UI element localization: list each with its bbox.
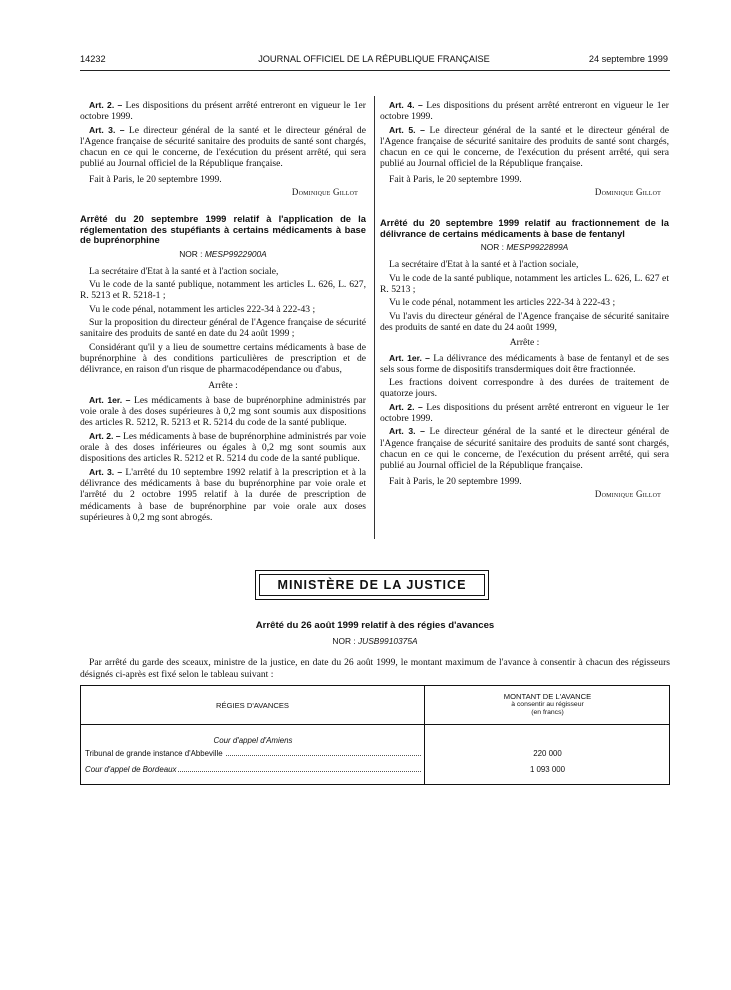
advance-table — [80, 685, 670, 785]
article-paragraph: Art. 2. – Les dispositions du présent arrêté entreront en vigueur le 1er octobre 1999. — [80, 100, 366, 123]
article-paragraph: Art. 1er. – La délivrance des médicaments à base de fentanyl et de ses sels sous forme de dispositifs transdermiques doit être fractionnée. — [380, 352, 669, 375]
decree-title: Arrêté du 20 septembre 1999 relatif au fractionnement de la délivrance de certains médicaments à base de fentanyl — [380, 217, 669, 239]
visa-paragraph: Considérant qu'il y a lieu de soumettre certains médicaments à base de buprénorphine à des conditions particulières de prescription et de délivrance, en raison d'un risque de pharmacodépendance ou d'abus, — [80, 341, 366, 376]
table-row — [85, 749, 421, 758]
page-number: 14232 — [80, 54, 106, 64]
ministry-heading-box — [255, 570, 489, 600]
article-paragraph: Art. 2. – Les dispositions du présent arrêté entreront en vigueur le 1er octobre 1999. — [380, 401, 669, 425]
signature: Dominique Gillot — [594, 187, 661, 198]
decree-title: Arrêté du 20 septembre 1999 relatif à l'application de la réglementation des stupéfiants à certains médicaments à base de buprénorphine — [80, 213, 366, 246]
right-column — [380, 100, 669, 500]
journal-title: JOURNAL OFFICIEL DE LA RÉPUBLIQUE FRANÇAISE — [258, 54, 490, 64]
arrete-heading: Arrête : — [208, 379, 238, 391]
nor-reference: NOR : MESP9922899A — [480, 242, 569, 253]
visa-paragraph: Vu l'avis du directeur général de l'Agence française de sécurité sanitaire des produits de santé en date du 24 août 1999, — [380, 310, 669, 333]
made-at: Fait à Paris, le 20 septembre 1999. — [389, 173, 522, 185]
visa-paragraph: La secrétaire d'Etat à la santé et à l'action sociale, — [89, 265, 279, 277]
article-paragraph: Art. 3. – Le directeur général de la santé et le directeur général de l'Agence française de sécurité sanitaire des produits de santé sont chargés, chacun en ce qui le concerne, de l'exécution du présent arrêté, qui sera publié au Journal officiel de la République française. — [380, 426, 669, 472]
made-at: Fait à Paris, le 20 septembre 1999. — [389, 475, 522, 487]
article-paragraph: Art. 3. – L'arrêté du 10 septembre 1992 relatif à la prescription et à la délivrance des médicaments à base du buprénorphine par voie orale et l'arrêté du 2 octobre 1995 relatif à la durée de prescription de médicaments à base de buprénorphine par voie orale aux doses supérieures à 0,2 mg sont abrogés. — [80, 466, 367, 523]
table-row-label: Cour d'appel de Bordeaux — [85, 765, 177, 774]
visa-paragraph: Vu le code de la santé publique, notamment les articles L. 626, L. 627 et R. 5213 ; — [380, 272, 669, 296]
article-paragraph: Les fractions doivent correspondre à des durées de traitement de quatorze jours. — [380, 377, 669, 400]
article-paragraph: Art. 3. – Le directeur général de la santé et le directeur général de l'Agence française de sécurité sanitaire des produits de santé sont chargés, chacun en ce qui le concerne, de l'exécution du présent arrêté, qui sera publié au Journal officiel de la République française. — [80, 124, 366, 170]
article-paragraph: Art. 5. – Le directeur général de la santé et le directeur général de l'Agence française de sécurité sanitaire des produits de santé sont chargés, chacun en ce qui le concerne, de l'exécution du présent arrêté, qui sera publié au Journal officiel de la République française. — [380, 124, 669, 170]
article-paragraph: Art. 4. – Les dispositions du présent arrêté entreront en vigueur le 1er octobre 1999. — [380, 100, 669, 123]
visa-paragraph: Sur la proposition du directeur général de l'Agence française de sécurité sanitaire des produits de santé en date du 24 août 1999 ; — [80, 317, 366, 340]
made-at: Fait à Paris, le 20 septembre 1999. — [89, 173, 222, 185]
arrete-heading: Arrête : — [509, 337, 540, 349]
ministry-heading: MINISTÈRE DE LA JUSTICE — [259, 574, 485, 596]
table-row-value: 1 093 000 — [529, 765, 566, 774]
signature: Dominique Gillot — [594, 488, 661, 499]
visa-paragraph: Vu le code pénal, notamment les articles 222-34 à 222-43 ; — [89, 303, 316, 315]
intro-paragraph: Par arrêté du garde des sceaux, ministre de la justice, en date du 26 août 1999, le montant maximum de l'avance à consentir à chacun des régisseurs désignés ci-après est fixé selon le tableau suivant : — [80, 657, 670, 680]
signature: Dominique Gillot — [291, 187, 358, 198]
table-header-rule — [81, 724, 669, 725]
decree-title: Arrêté du 26 août 1999 relatif à des régies d'avances — [255, 620, 495, 631]
table-row — [85, 765, 421, 774]
page-header — [80, 54, 668, 68]
visa-paragraph: Vu le code pénal, notamment les articles 222-34 à 222-43 ; — [389, 297, 616, 309]
table-header-regies: RÉGIES D'AVANCES — [216, 701, 289, 710]
table-row-value: 220 000 — [533, 749, 562, 758]
nor-reference: NOR : MESP9922900A — [179, 248, 267, 259]
article-paragraph: Art. 1er. – Les médicaments à base de buprénorphine administrés par voie orale à des doses supérieures à 0,2 mg sont soumis aux dispositions des articles R. 5212, R. 5213 et R. 5214 du code de la santé publique. — [80, 394, 366, 429]
visa-paragraph: Vu le code de la santé publique, notamment les articles L. 626, L. 627, R. 5213 et R. 5218-1 ; — [80, 279, 366, 302]
table-header-montant: MONTANT DE L'AVANCE à consentir au régisseur (en francs) — [503, 692, 592, 717]
column-divider — [374, 96, 375, 539]
nor-reference: NOR : JUSB9910375A — [332, 636, 418, 646]
article-paragraph: Art. 2. – Les médicaments à base de buprénorphine administrés par voie orale à des doses inférieures ou égales à 0,2 mg sont soumis aux dispositions des articles R. 5212 et R. 5214 du code de la santé publique. — [80, 430, 366, 465]
header-rule — [80, 70, 670, 71]
table-row-label: Tribunal de grande instance d'Abbeville — [85, 749, 223, 758]
visa-paragraph: La secrétaire d'Etat à la santé et à l'action sociale, — [389, 259, 579, 271]
table-group-label: Cour d'appel d'Amiens — [213, 736, 293, 745]
issue-date: 24 septembre 1999 — [588, 54, 668, 64]
left-column — [80, 100, 366, 525]
